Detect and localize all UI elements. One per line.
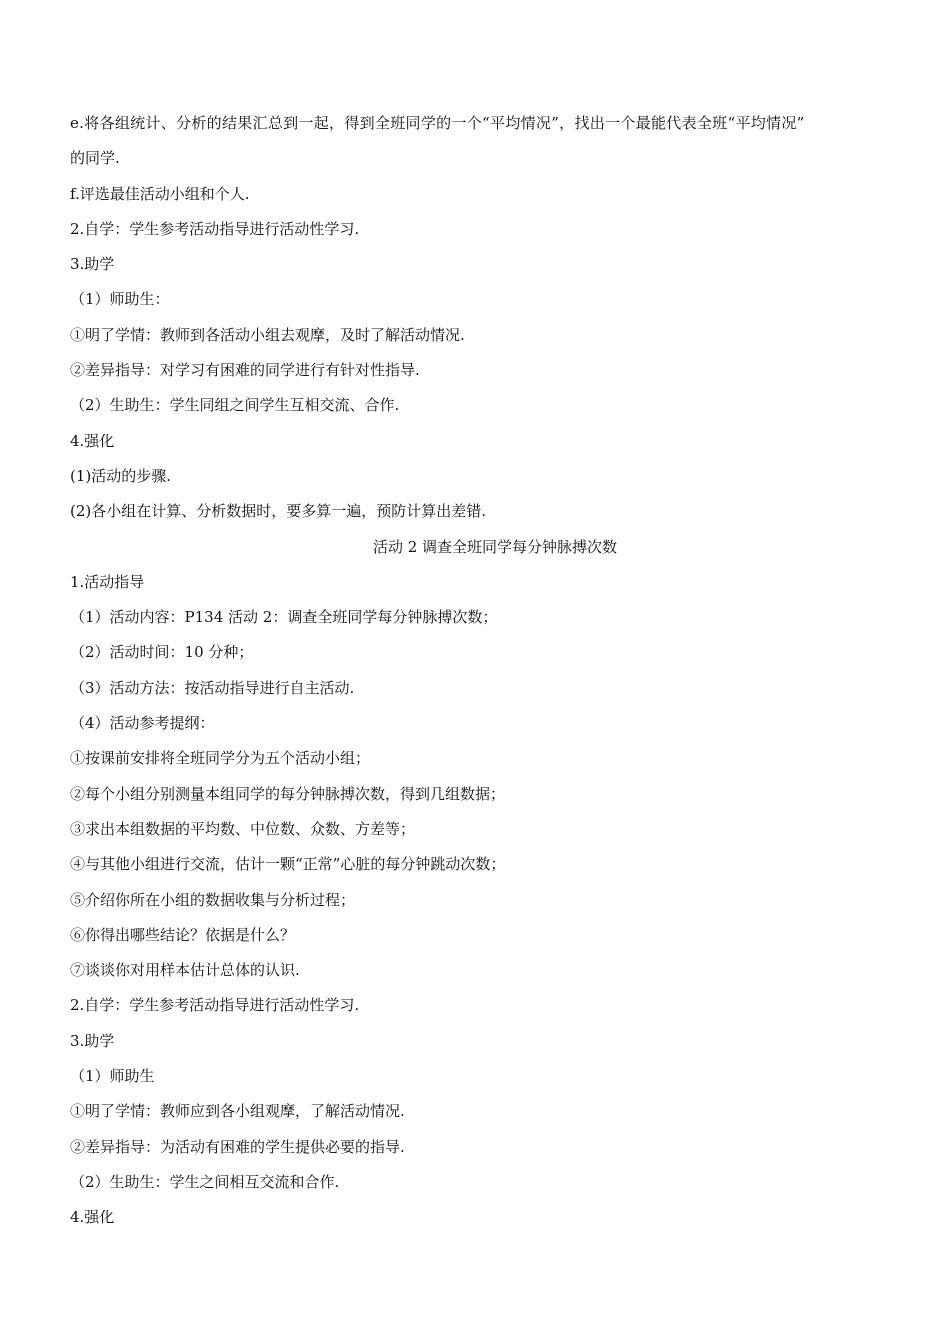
outline-item-2: ②每个小组分别测量本组同学的每分钟脉搏次数，得到几组数据； — [70, 784, 506, 803]
subsection-teacher-assist: （1）师助生： — [70, 290, 170, 309]
paragraph-step-e: e.将各组统计、分析的结果汇总到一起，得到全班同学的一个“平均情况”，找出一个最能代表全班“平均情况” — [70, 114, 805, 132]
guidance-method: （3）活动方法：按活动指导进行自主活动. — [70, 678, 355, 697]
list-item-understand-situation-2: ①明了学情：教师应到各小组观摩，了解活动情况. — [70, 1102, 405, 1121]
section-self-study-2: 2.自学：学生参考活动指导进行活动性学习. — [70, 996, 360, 1015]
list-item-activity-steps: (1)活动的步骤. — [70, 466, 172, 485]
guidance-outline-heading: （4）活动参考提纲： — [70, 714, 215, 733]
section-assist-heading-2: 3.助学 — [70, 1031, 115, 1050]
subsection-teacher-assist-2: （1）师助生 — [70, 1067, 155, 1086]
section-reinforce-heading-2: 4.强化 — [70, 1208, 115, 1227]
document-body — [70, 106, 900, 1236]
section-assist-heading: 3.助学 — [70, 255, 115, 274]
list-item-calculation-check: (2)各小组在计算、分析数据时，要多算一遍，预防计算出差错. — [70, 502, 487, 521]
section-activity-guidance: 1.活动指导 — [70, 572, 145, 591]
outline-item-4: ④与其他小组进行交流，估计一颗“正常”心脏的每分钟跳动次数； — [70, 855, 506, 874]
list-item-differentiated-guidance: ②差异指导：对学习有困难的同学进行有针对性指导. — [70, 361, 420, 380]
outline-item-7: ⑦谈谈你对用样本估计总体的认识. — [70, 961, 300, 980]
section-self-study: 2.自学：学生参考活动指导进行活动性学习. — [70, 219, 360, 238]
outline-item-3: ③求出本组数据的平均数、中位数、众数、方差等； — [70, 819, 416, 838]
paragraph-step-f: f.评选最佳活动小组和个人. — [70, 184, 250, 203]
guidance-time: （2）活动时间：10 分种； — [70, 643, 254, 662]
outline-item-6: ⑥你得出哪些结论？依据是什么？ — [70, 925, 296, 944]
outline-item-1: ①按课前安排将全班同学分为五个活动小组； — [70, 749, 371, 768]
guidance-content: （1）活动内容：P134 活动 2：调查全班同学每分钟脉搏次数； — [70, 608, 498, 627]
subsection-peer-assist-2: （2）生助生：学生之间相互交流和合作. — [70, 1172, 340, 1191]
activity-2-title: 活动 2 调查全班同学每分钟脉搏次数 — [372, 537, 618, 556]
list-item-understand-situation: ①明了学情：教师到各活动小组去观摩，及时了解活动情况. — [70, 325, 465, 344]
outline-item-5: ⑤介绍你所在小组的数据收集与分析过程； — [70, 890, 356, 909]
section-reinforce-heading: 4.强化 — [70, 431, 115, 450]
subsection-peer-assist: （2）生助生：学生同组之间学生互相交流、合作. — [70, 396, 400, 415]
list-item-differentiated-guidance-2: ②差异指导：为活动有困难的学生提供必要的指导. — [70, 1137, 405, 1156]
paragraph-step-e-continued: 的同学. — [70, 149, 120, 168]
